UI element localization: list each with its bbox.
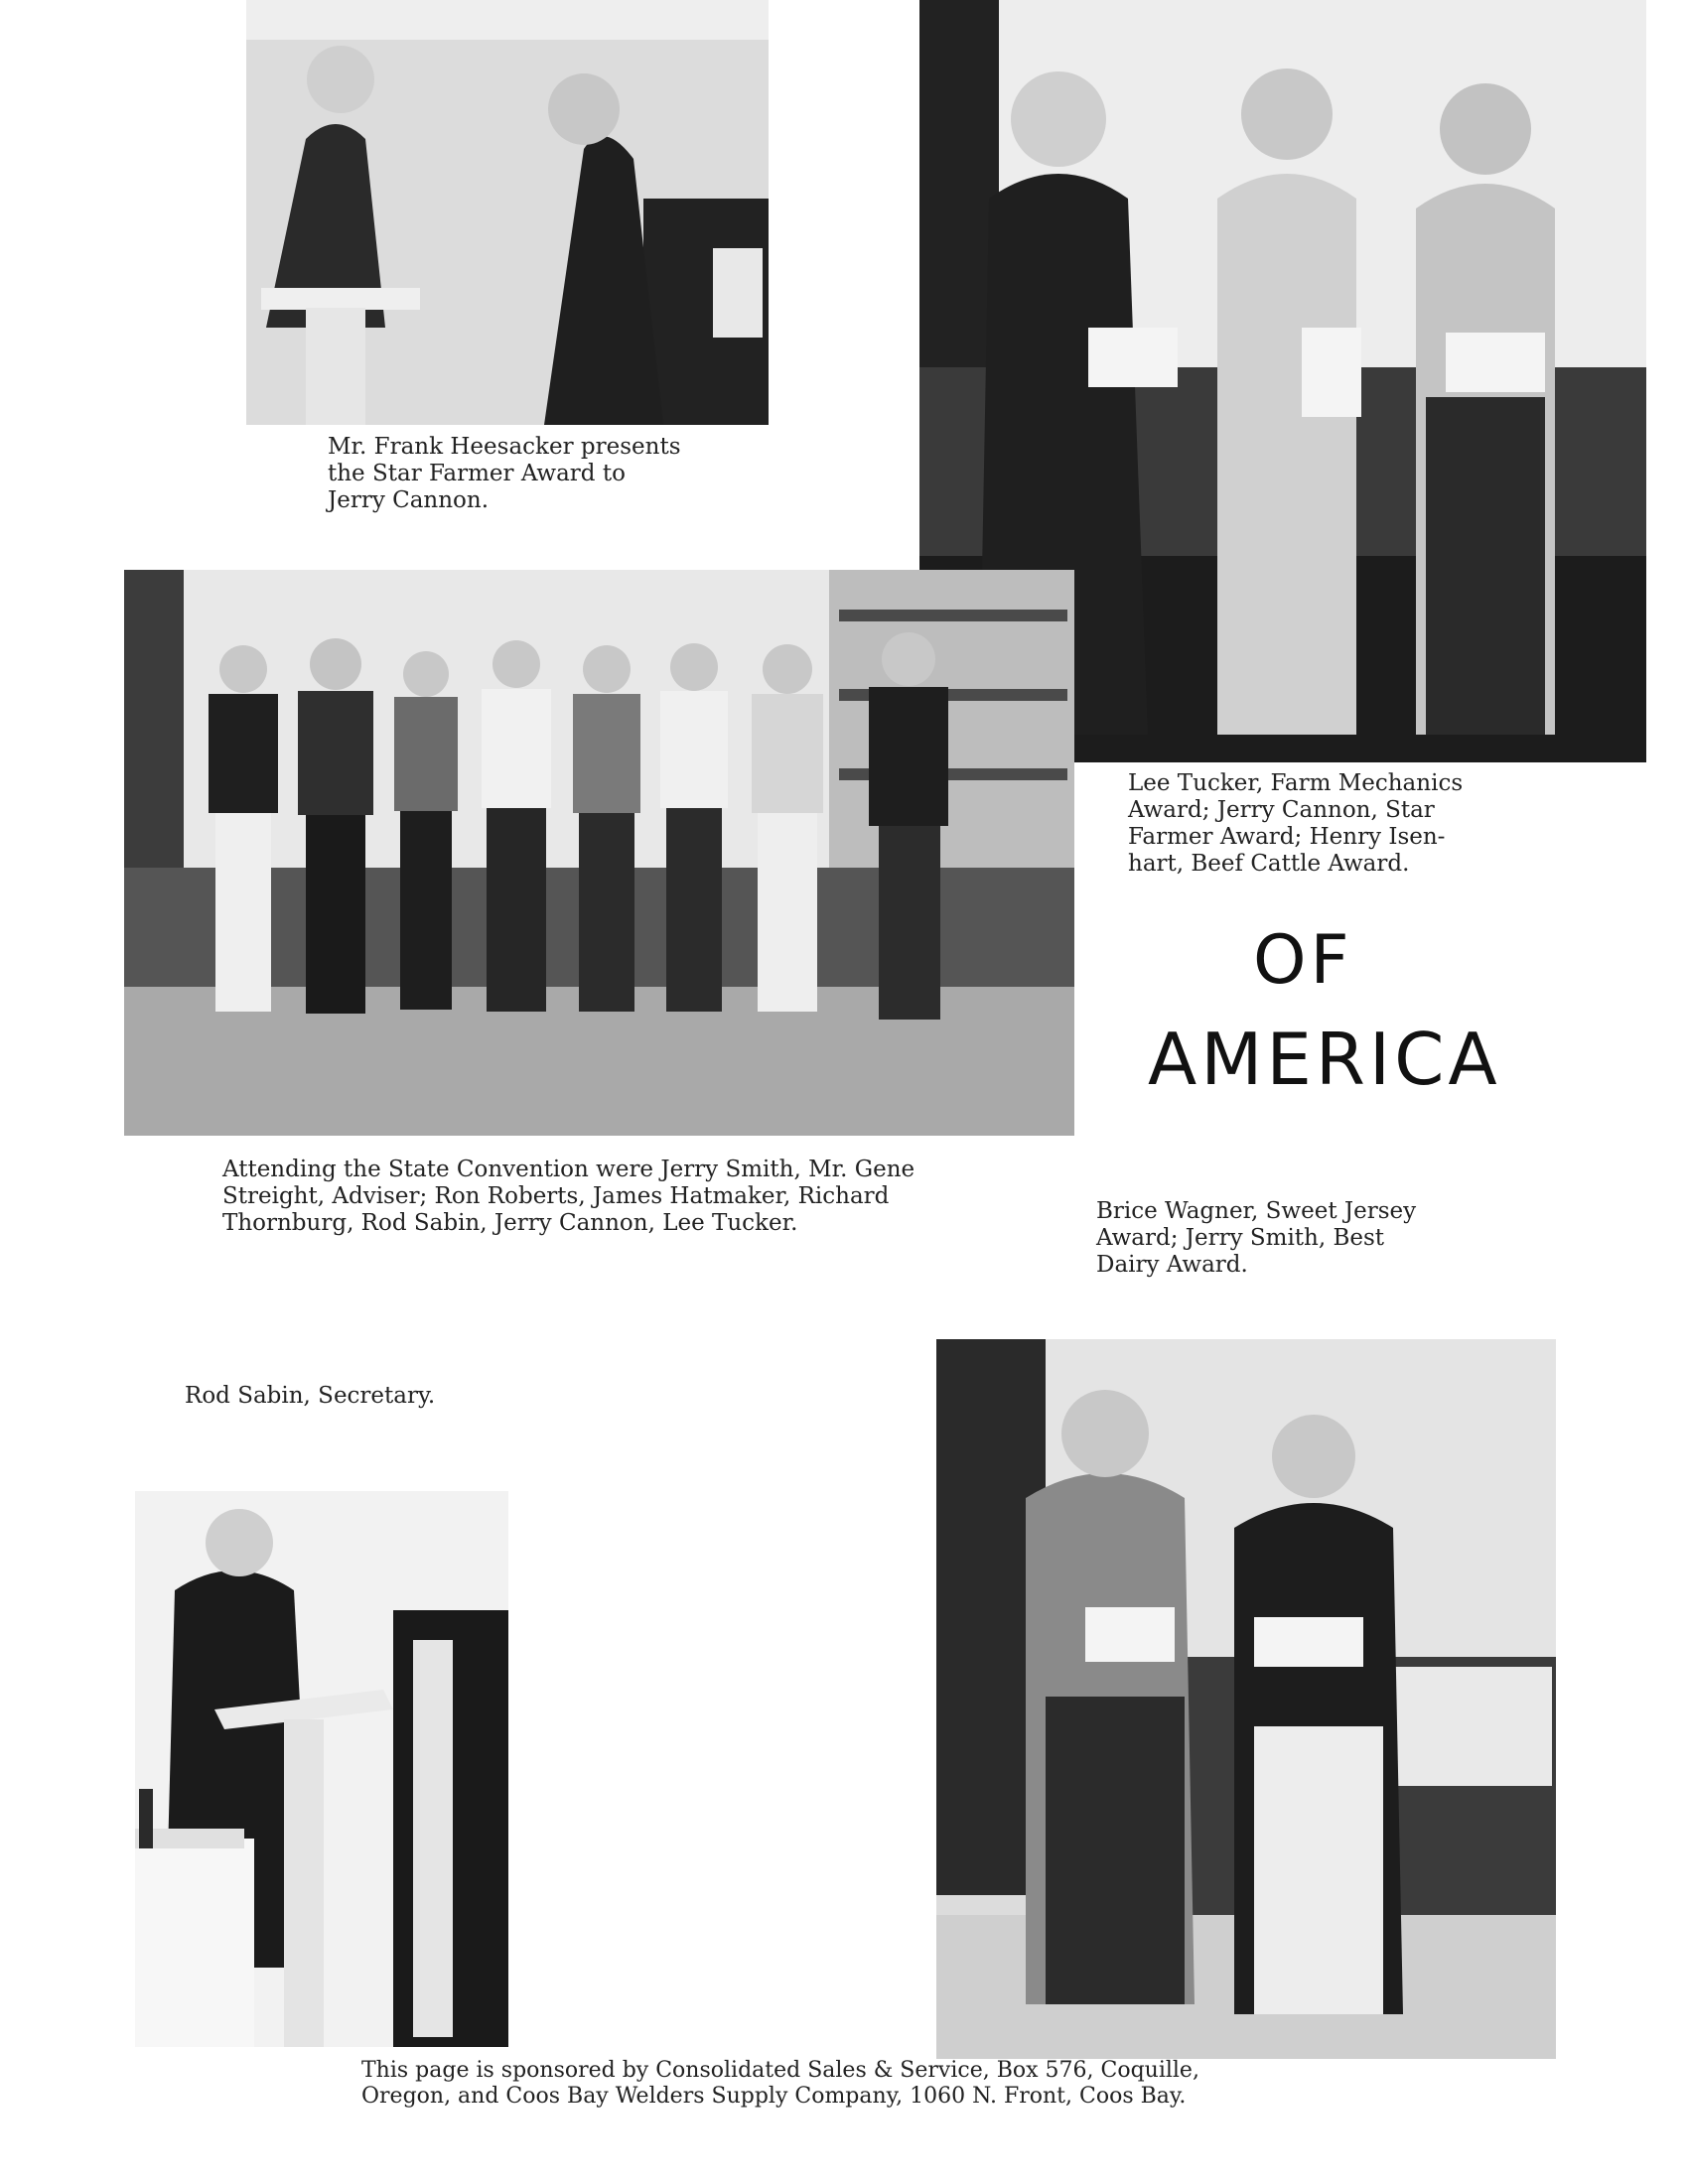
photo-secretary-lectern [135,1491,508,2047]
presentation-scene [246,0,769,425]
caption-award-trio: Lee Tucker, Farm Mechanics Award; Jerry Cannon, Star Farmer Award; Henry Isen- hart, Beef Cattle Award. [1128,770,1464,877]
caption-convention: Attending the State Convention were Jerry Smith, Mr. Gene Streight, Adviser; Ron Roberts, James Hatmaker, Richard Thornburg, Rod Sabin, Jerry Cannon, Lee Tucker. [222,1157,915,1236]
photo-dairy-awards-pair [936,1339,1556,2059]
headline-of: OF [1253,921,1353,1000]
caption-dairy: Brice Wagner, Sweet Jersey Award; Jerry Smith, Best Dairy Award. [1096,1198,1417,1278]
headline-america: AMERICA [1148,1018,1501,1101]
caption-secretary: Rod Sabin, Secretary. [185,1383,436,1409]
group-scene [124,570,1074,1136]
caption-star-farmer: Mr. Frank Heesacker presents the Star Farmer Award to Jerry Cannon. [328,434,681,513]
pair-scene [936,1339,1556,2059]
secretary-scene [135,1491,508,2047]
caption-sponsor: This page is sponsored by Consolidated Sales & Service, Box 576, Coquille, Oregon, and Coos Bay Welders Supply Company, 1060 N. Front, Coos Bay. [361,2058,1199,2109]
photo-star-farmer-presentation [246,0,769,425]
photo-state-convention-group [124,570,1074,1136]
